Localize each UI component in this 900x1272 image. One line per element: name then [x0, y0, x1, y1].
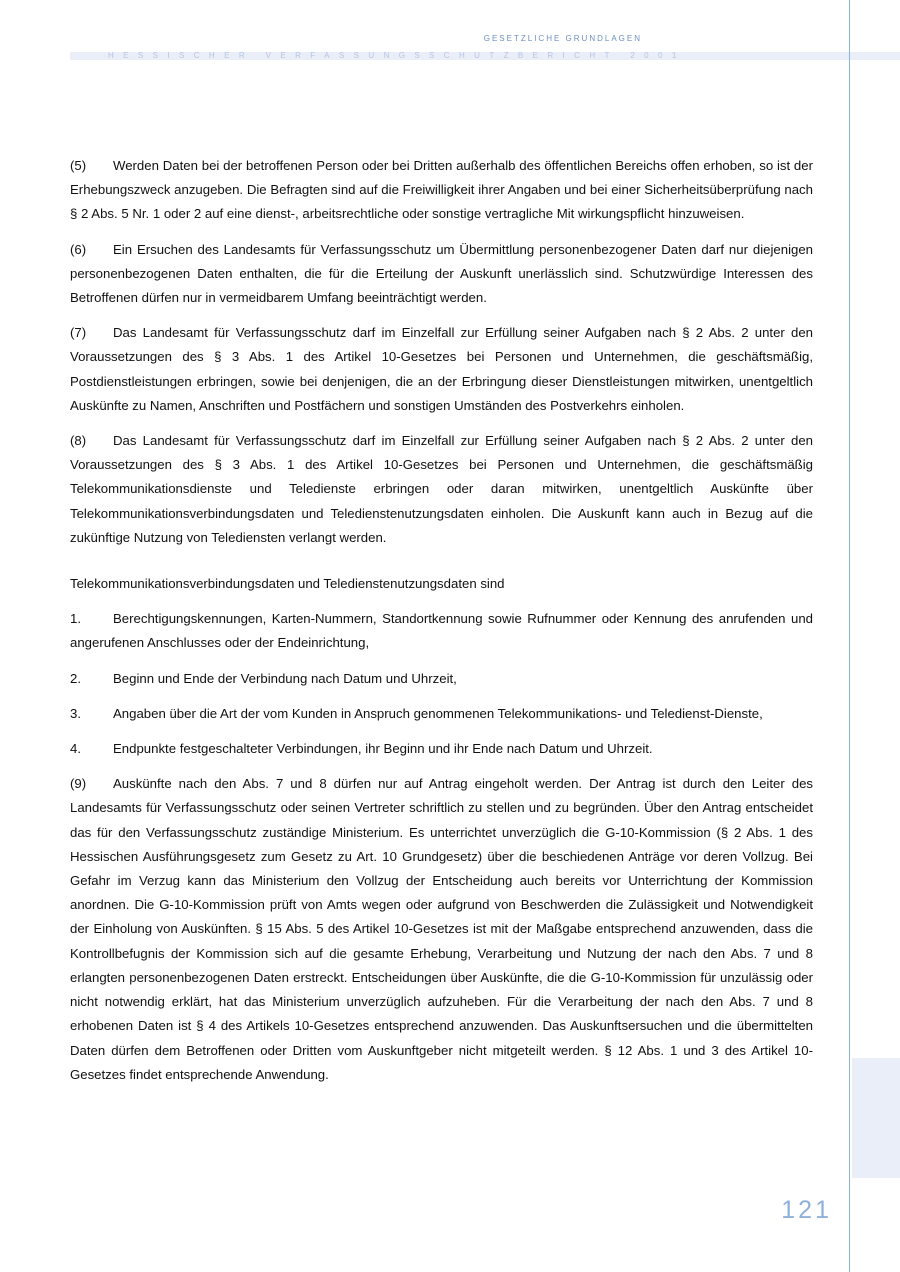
paragraph-9: [70, 772, 813, 1087]
paragraph-7: [70, 321, 813, 418]
list-item: [70, 667, 813, 691]
paragraph-text: Ein Ersuchen des Landesamts für Verfassungsschutz um Übermittlung personenbezogener Daten darf nur diejenigen personenbezogenen Daten enthalten, die für die Erteilung der Auskunft unerlässlich sind. Schutzwürdige Interessen des Betroffenen dürfen nur in vermeidbarem Umfang beeinträchtigt werden.: [70, 241, 813, 306]
page-body: [70, 154, 813, 1098]
margin-tab: [852, 1058, 900, 1178]
paragraph-text: Werden Daten bei der betroffenen Person oder bei Dritten außerhalb des öffentlichen Bereichs offen erhoben, so ist der Erhebungszweck anzugeben. Die Befragten sind auf die Freiwilligkeit ihrer Angaben und bei einer Sicherheitsüberprüfung nach § 2 Abs. 5 Nr. 1 oder 2 auf eine dienst-, arbeitsrechtliche oder sonstige vertragliche Mit wirkungspflicht hinzuweisen.: [70, 158, 813, 222]
running-header-section: GESETZLICHE GRUNDLAGEN: [483, 34, 642, 43]
paragraph-text: Auskünfte nach den Abs. 7 und 8 dürfen nur auf Antrag eingeholt werden. Der Antrag ist durch den Leiter des Landesamts für Verfassungsschutz oder seinen Vertreter schriftlich zu stellen und zu begründen. Über den Antrag entscheidet das für den Verfassungsschutz zuständige Ministerium. Es unterrichtet unverzüglich die G-10-Kommission (§ 2 Abs. 1 des Hessischen Ausführungsgesetz zum Gesetz zu Art. 10 Grundgesetz) über die beschiedenen Anträge vor deren Vollzug. Bei Gefahr im Verzug kann das Ministerium den Vollzug der Entscheidung auch bereits vor Unterrichtung der Kommission anordnen. Die G-10-Kommission prüft von Amts wegen oder aufgrund von Beschwerden die Zulässigkeit und Notwendigkeit der Einholung von Auskünften. § 15 Abs. 5 des Artikel 10-Gesetzes ist mit der Maßgabe entsprechend anzuwenden, dass die Kontrollbefugnis der Kommission sich auf die gesamte Erhebung, Verarbeitung und Nutzung der nach den Abs. 7 und 8 erlangten personenbezogenen Daten erstreckt. Entscheidungen über Auskünfte, die die G-10-Kommission für unzulässig oder nicht notwendig erklärt, hat das Ministerium unverzüglich aufzuheben. Für die Verarbeitung der nach den Abs. 7 und 8 erhobenen Daten ist § 4 des Artikels 10-Gesetzes entsprechend anzuwenden. Das Auskunftsersuchen und die übermittelten Daten dürfen dem Betroffenen oder Dritten vom Auskunftgeber nicht mitgeteilt werden. § 12 Abs. 1 und 3 des Artikel 10-Gesetzes findet entsprechende Anwendung.: [70, 776, 813, 1082]
paragraph-number: (8): [70, 433, 87, 449]
list-item: [70, 607, 813, 655]
paragraph-number: (5): [70, 158, 87, 173]
paragraph-number: (9): [70, 776, 87, 792]
list-item: [70, 737, 813, 761]
list-item: [70, 702, 813, 726]
margin-rule: [849, 0, 850, 1272]
running-header-title: HESSISCHER VERFASSUNGSSCHUTZBERICHT 2001: [108, 51, 686, 60]
list-intro: Telekommunikationsverbindungsdaten und Teledienstenutzungsdaten sind: [70, 576, 505, 592]
list-item-text: Beginn und Ende der Verbindung nach Datum und Uhrzeit,: [113, 670, 457, 686]
list-item-number: 4.: [70, 741, 81, 757]
list-item-number: 1.: [70, 611, 81, 627]
list-item-number: 3.: [70, 705, 81, 721]
list-item-text: Endpunkte festgeschalteter Verbindungen, ihr Beginn und ihr Ende nach Datum und Uhrzeit.: [113, 741, 653, 757]
list-item-number: 2.: [70, 670, 81, 686]
paragraph-8: [70, 429, 813, 550]
paragraph-text: Das Landesamt für Verfassungsschutz darf im Einzelfall zur Erfüllung seiner Aufgaben nach § 2 Abs. 2 unter den Voraussetzungen des § 3 Abs. 1 des Artikel 10-Gesetzes bei Personen und Unternehmen, die geschäftsmäßig, Postdienstleistungen erbringen, sowie bei denjenigen, die an der Erbringung dieser Dienstleistungen mitwirken, unentgeltlich Auskünfte zu Namen, Anschriften und Postfächern und sonstigen Umständen des Postverkehrs einholen.: [70, 325, 813, 413]
list-item-text: Berechtigungskennungen, Karten-Nummern, Standortkennung sowie Rufnummer oder Kennung des anrufenden und angerufenen Anschlusses oder der Endeinrichtung,: [70, 611, 813, 651]
paragraph-6: [70, 238, 813, 311]
paragraph-text: Das Landesamt für Verfassungsschutz darf im Einzelfall zur Erfüllung seiner Aufgaben nach § 2 Abs. 2 unter den Voraussetzungen des § 3 Abs. 1 des Artikel 10-Gesetzes bei Personen und Unternehmen, die geschäftsmäßig Telekommunikationsdienste und Teledienste erbringen oder daran mitwirken, unentgeltlich Auskünfte über Telekommunikationsverbindungsdaten und Teledienstenutzungsdaten einholen. Die Auskunft kann auch in Bezug auf die zukünftige Nutzung von Telediensten verlangt werden.: [70, 433, 813, 545]
paragraph-number: (7): [70, 325, 87, 341]
paragraph-number: (6): [70, 241, 87, 257]
paragraph-5: [70, 154, 813, 227]
page-number: 121: [781, 1196, 832, 1224]
list-item-text: Angaben über die Art der vom Kunden in Anspruch genommenen Telekommunikations- und Teledienst-Dienste,: [113, 705, 763, 721]
